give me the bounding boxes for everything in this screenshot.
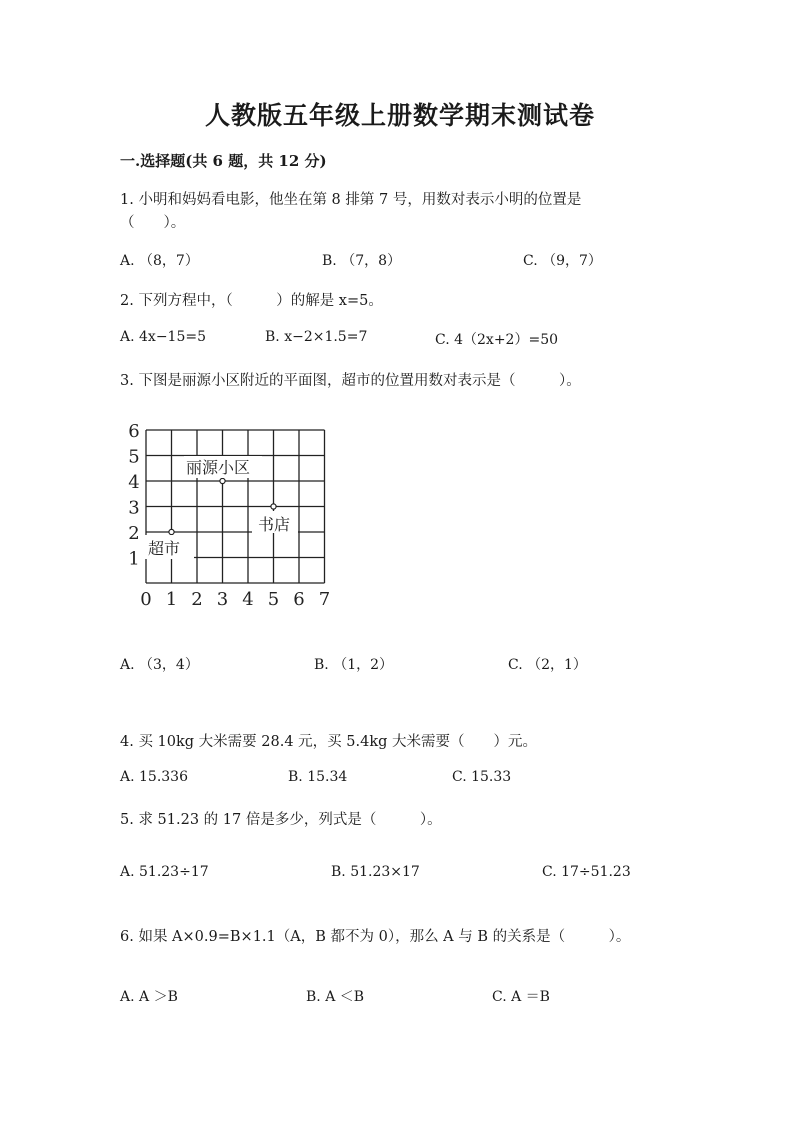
question-6-option-b[interactable]: B. A ＜B bbox=[306, 989, 365, 1005]
question-4-option-b[interactable]: B. 15.34 bbox=[288, 769, 348, 785]
x-axis-tick-label: 7 bbox=[318, 589, 331, 610]
x-axis-tick-label: 5 bbox=[267, 589, 280, 610]
question-3-option-a[interactable]: A. （3，4） bbox=[120, 657, 199, 673]
question-4-text: 4. 买 10kg 大米需要 28.4 元，买 5.4kg 大米需要（ ）元。 bbox=[120, 734, 538, 750]
page-title: 人教版五年级上册数学期末测试卷 bbox=[204, 101, 595, 130]
x-axis-tick-label: 1 bbox=[165, 589, 178, 610]
section-heading: 一.选择题(共 6 题，共 12 分) bbox=[120, 152, 327, 170]
question-6-text: 6. 如果 A×0.9=B×1.1（A，B 都不为 0），那么 A 与 B 的关系是（ ）。 bbox=[120, 929, 631, 945]
x-axis-tick-label: 2 bbox=[191, 589, 203, 610]
y-axis-tick-label: 1 bbox=[128, 548, 140, 570]
question-4-option-a[interactable]: A. 15.336 bbox=[120, 769, 188, 785]
question-2-option-c[interactable]: C. 4（2x+2）=50 bbox=[435, 332, 559, 348]
question-4-option-c[interactable]: C. 15.33 bbox=[452, 769, 512, 785]
question-1-blank: （ ）。 bbox=[120, 215, 186, 231]
question-6-option-c[interactable]: C. A ＝B bbox=[492, 989, 550, 1005]
question-3-text: 3. 下图是丽源小区附近的平面图，超市的位置用数对表示是（ ）。 bbox=[120, 373, 581, 389]
question-5-text: 5. 求 51.23 的 17 倍是多少，列式是（ ）。 bbox=[120, 812, 442, 828]
y-axis-tick-label: 4 bbox=[128, 472, 140, 493]
question-5-option-c[interactable]: C. 17÷51.23 bbox=[542, 864, 631, 880]
question-2-option-a[interactable]: A. 4x−15=5 bbox=[120, 329, 206, 345]
y-axis-tick-label: 6 bbox=[128, 421, 140, 442]
question-1-text: 1. 小明和妈妈看电影，他坐在第 8 排第 7 号，用数对表示小明的位置是 bbox=[120, 192, 582, 208]
question-6-option-a[interactable]: A. A ＞B bbox=[120, 989, 178, 1005]
y-axis-tick-label: 2 bbox=[128, 523, 140, 544]
place-point-marker bbox=[169, 529, 174, 534]
y-axis-tick-label: 3 bbox=[128, 497, 140, 519]
x-axis-tick-label: 3 bbox=[216, 589, 229, 610]
map-grid-figure bbox=[122, 420, 342, 615]
question-5-option-b[interactable]: B. 51.23×17 bbox=[331, 864, 420, 880]
place-point-marker bbox=[271, 504, 276, 509]
x-axis-tick-label: 0 bbox=[140, 589, 152, 610]
x-axis-tick-label: 6 bbox=[293, 589, 305, 610]
question-2-option-b[interactable]: B. x−2×1.5=7 bbox=[265, 329, 368, 345]
map-label-bookstore: 书店 bbox=[258, 515, 291, 534]
x-axis-tick-label: 4 bbox=[242, 589, 254, 610]
question-3-option-b[interactable]: B. （1，2） bbox=[314, 657, 394, 673]
place-point-marker bbox=[220, 478, 225, 483]
question-1-option-c[interactable]: C. （9，7） bbox=[523, 253, 602, 269]
map-label-supermarket: 超市 bbox=[148, 539, 181, 558]
question-1-option-a[interactable]: A. （8，7） bbox=[120, 253, 199, 269]
question-3-option-c[interactable]: C. （2，1） bbox=[508, 657, 587, 673]
map-label-liyuan-community: 丽源小区 bbox=[186, 458, 251, 477]
question-5-option-a[interactable]: A. 51.23÷17 bbox=[120, 864, 209, 880]
question-1-option-b[interactable]: B. （7，8） bbox=[322, 253, 402, 269]
y-axis-tick-label: 5 bbox=[128, 446, 140, 468]
question-2-text: 2. 下列方程中，（ ）的解是 x=5。 bbox=[120, 293, 383, 309]
